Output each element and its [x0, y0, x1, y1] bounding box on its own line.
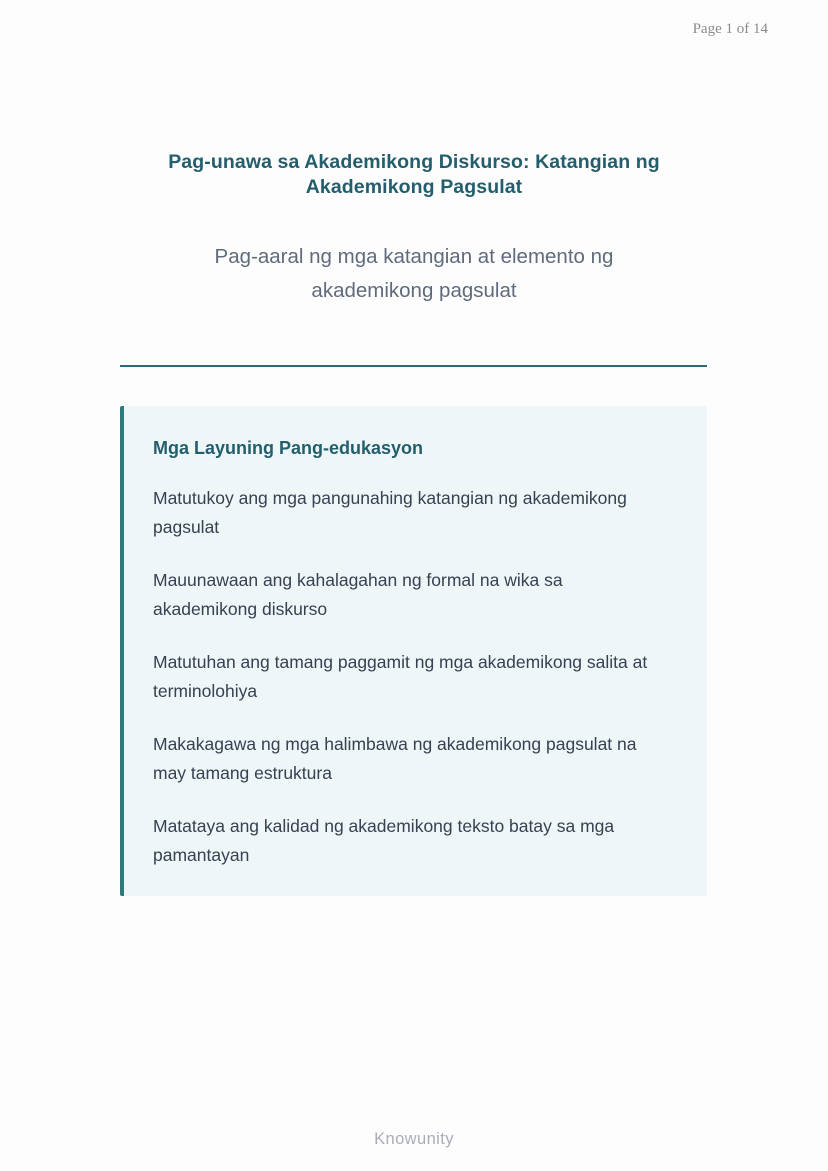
footer-brand: Knowunity — [374, 1130, 454, 1148]
page-indicator: Page 1 of 14 — [692, 21, 768, 37]
document-title: Pag-unawa sa Akademikong Diskurso: Katangian ng Akademikong Pagsulat — [168, 151, 660, 198]
objective-item: Matutukoy ang mga pangunahing katangian ng akademikong pagsulat — [153, 488, 627, 537]
objectives-box — [120, 406, 707, 896]
section-divider — [120, 365, 707, 367]
document-subtitle: Pag-aaral ng mga katangian at elemento ng akademikong pagsulat — [214, 245, 614, 302]
objectives-heading: Mga Layuning Pang-edukasyon — [153, 438, 424, 458]
objective-item: Makakagawa ng mga halimbawa ng akademikong pagsulat na may tamang estruktura — [153, 734, 637, 783]
objective-item: Matutuhan ang tamang paggamit ng mga akademikong salita at terminolohiya — [153, 652, 648, 701]
objective-item: Matataya ang kalidad ng akademikong teksto batay sa mga pamantayan — [153, 816, 615, 865]
objective-item: Mauunawaan ang kahalagahan ng formal na wika sa akademikong diskurso — [153, 570, 563, 619]
